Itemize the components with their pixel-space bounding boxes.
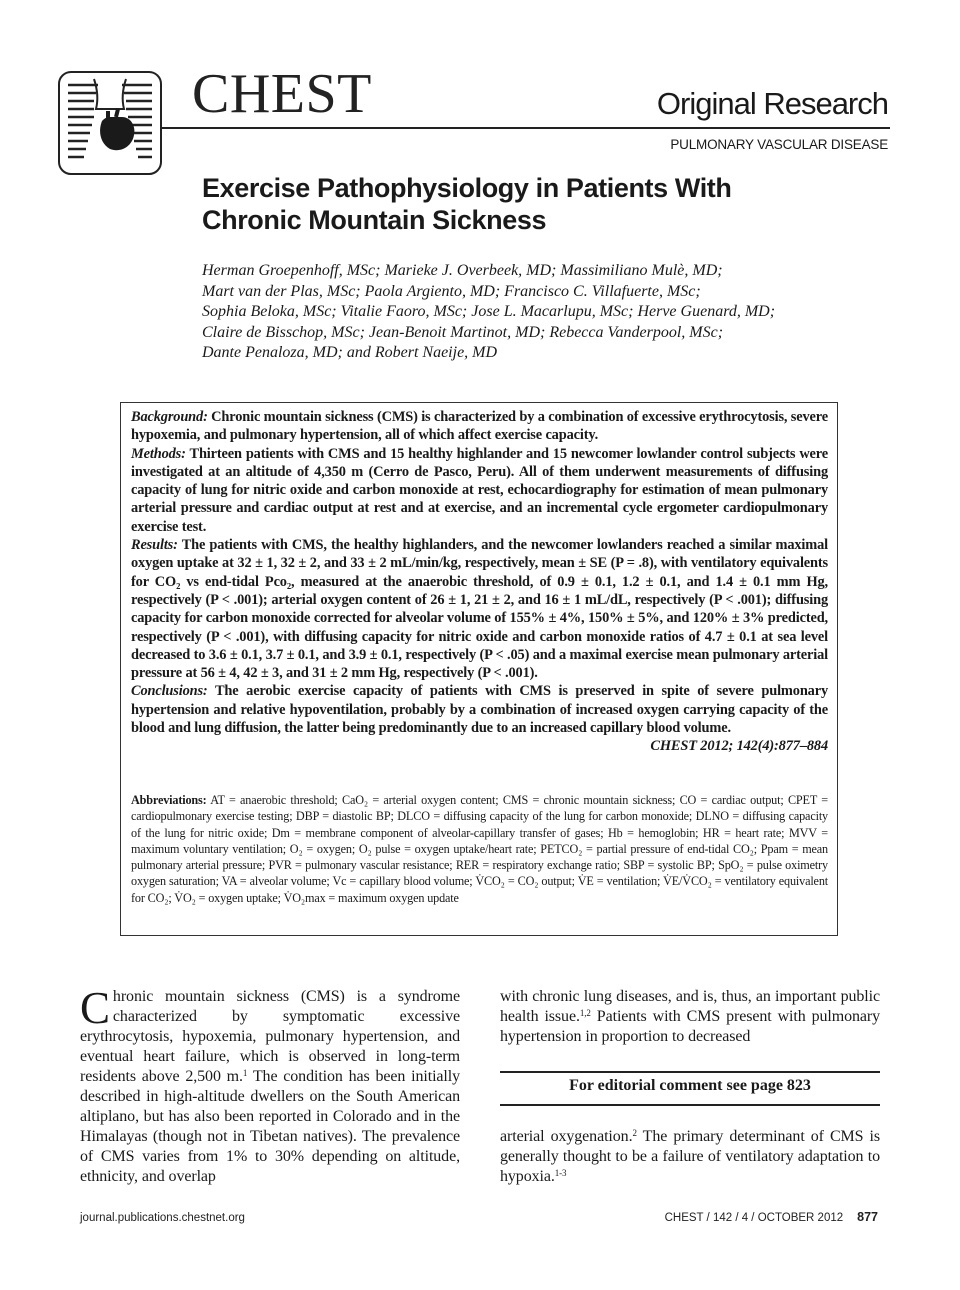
author-line: Dante Penaloza, MD; and Robert Naeije, MD (202, 344, 498, 361)
header-rule (160, 127, 890, 129)
editorial-comment: For editorial comment see page 823 (569, 1077, 811, 1094)
body-text: with chronic lung diseases, and is, thus, an important public health issue. (500, 988, 880, 1025)
body-text: The condition has been initially described in high-altitude dwellers on the South American altiplano, but has also been reported in Colorado and in the Himalayas (though not in Tibetan natives). The prevalence of CMS varies from 1% to 30% depending on altitude, ethnicity, and overlap (80, 1068, 461, 1185)
journal-name: CHEST (192, 63, 372, 125)
citation: CHEST 2012; 142(4):877–884 (650, 738, 828, 755)
section-label: PULMONARY VASCULAR DISEASE (670, 137, 888, 152)
body-column-1 (80, 983, 461, 1187)
abstract-background (131, 408, 828, 445)
dropcap: C (80, 983, 110, 1033)
author-list (202, 261, 882, 364)
body-text: arterial oxygenation. (500, 1128, 633, 1145)
title-line: Chronic Mountain Sickness (202, 205, 547, 235)
body-column-2-top (500, 987, 880, 1047)
editorial-rule-top (500, 1071, 880, 1073)
conclusions-label: Conclusions: (131, 683, 208, 700)
abbreviations-text: AT = anaerobic threshold; CaO₂ = arterial oxygen content; CMS = chronic mountain sickness; CO = cardiac output; CPET = cardiopulmonary exercise testing; DBP = diastolic BP; DLCO = diffusing capacity of the lung for carbon monoxide; DLNO = diffusing capacity of the lung for nitric oxide; Dm = membrane component of alveolar-capillary transfer of gases; Hb = hemoglobin; HR = heart rate; MVV = maximum voluntary ventilation; O₂ = oxygen; O₂ pulse = oxygen uptake/heart rate; PETCO₂ = partial pressure of end-tidal CO₂; Ppam = mean pulmonary arterial pressure; PVR = pulmonary vascular resistance; RER = respiratory exchange ratio; SBP = systolic BP; SpO₂ = pulse oximetry oxygen saturation; VA = alveolar volume; Vc = capillary blood volume; V̇CO₂ = CO₂ output; V̇E = ventilation; V̇E/V̇CO₂ = ventilatory equivalent for CO₂; V̇O₂ = oxygen uptake; V̇O₂max = maximum oxygen update (131, 793, 828, 905)
body-text: Patients with CMS present with pulmonary hypertension in proportion to decreased (500, 1008, 881, 1045)
footer-issue (665, 1210, 878, 1224)
body-column-2-bottom (500, 1127, 880, 1187)
author-line: Claire de Bisschop, MSc; Jean-Benoit Martinot, MD; Rebecca Vanderpool, MSc; (202, 323, 724, 341)
results-text: The patients with CMS, the healthy highlanders, and the newcomer lowlanders reached a similar maximal oxygen uptake at 32 ± 1, 32 ± 2, and 33 ± 2 mL/min/kg, respectively, mean ± SE (P = .8), with ventilatory equivalents for CO₂ vs end-tidal Pco₂, measured at the anaerobic threshold, of 0.9 ± 0.1, 1.2 ± 0.1, and 1.4 ± 0.1 mm Hg, respectively (P < .001); arterial oxygen content of 26 ± 1, 21 ± 2, and 16 ± 1 mL/dL, respectively (P < .001); diffusing capacity for carbon monoxide corrected for alveolar volume of 155% ± 4%, 150% ± 5%, and 120% ± 3% predicted, respectively (P < .001), with diffusing capacity for nitric oxide and carbon monoxide ratios of 4.7 ± 0.1 at sea level decreased to 3.6 ± 0.1, 3.7 ± 0.1, and 3.9 ± 0.1, respectively (P < .05) and a maximal exercise mean pulmonary arterial pressure at 56 ± 4, 42 ± 3, and 31 ± 2 mm Hg, respectively (P < .001). (131, 537, 829, 682)
title-line: Exercise Pathophysiology in Patients With (202, 173, 732, 203)
results-label: Results: (131, 537, 178, 554)
editorial-rule-bottom (500, 1104, 880, 1106)
conclusions-text: The aerobic exercise capacity of patients with CMS is preserved in spite of severe pulmonary hypertension and relative hypoventilation, probably by a combination of increased oxygen carrying capacity of the blood and lung diffusion, the latter being predominantly due to an increased capillary blood volume. (131, 683, 828, 737)
article-type: Original Research (656, 86, 888, 121)
reference: 2 (632, 1128, 637, 1138)
background-label: Background: (131, 409, 208, 425)
abstract-results (131, 536, 828, 682)
abstract-methods (131, 445, 828, 536)
abstract-conclusions (131, 682, 828, 755)
abstract (131, 408, 828, 756)
page-number: 877 (857, 1210, 878, 1224)
article-title (202, 172, 882, 236)
abbreviations-label: Abbreviations: (131, 793, 207, 807)
body-text: The primary determinant of CMS is generally thought to be a failure of ventilatory adaptation to hypoxia. (500, 1128, 881, 1185)
reference: 1 (242, 1068, 248, 1078)
author-line: Mart van der Plas, MSc; Paola Argiento, MD; Francisco C. Villafuerte, MSc; (202, 282, 701, 300)
abbreviations (131, 792, 828, 906)
author-line: Sophia Beloka, MSc; Vitalie Faoro, MSc; Jose L. Macarlupu, MSc; Herve Guenard, MD; (202, 303, 776, 320)
methods-label: Methods: (131, 445, 186, 462)
issue-info: CHEST / 142 / 4 / OCTOBER 2012 (664, 1212, 844, 1224)
footer-url: journal.publications.chestnet.org (80, 1212, 245, 1224)
chest-logo (58, 71, 162, 175)
methods-text: Thirteen patients with CMS and 15 healthy highlander and 15 newcomer lowlander control subjects were investigated at an altitude of 4,350 m (Cerro de Pasco, Peru). All of them underwent measurements of diffusing capacity of lung for nitric oxide and carbon monoxide at rest, echocardiography for estimation of mean pulmonary arterial pressure and cardiac output at rest and at exercise, and an incremental cycle ergometer cardiopulmonary exercise test. (131, 445, 829, 535)
background-text: Chronic mountain sickness (CMS) is characterized by a combination of excessive erythrocytosis, severe hypoxemia, and pulmonary hypertension, all of which affect exercise capacity. (131, 409, 828, 444)
body-text: hronic mountain sickness (CMS) is a syndrome characterized by symptomatic excessive erythrocytosis, hypoxemia, pulmonary hypertension, and eventual heart failure, which is observed in long-term residents above 2,500 m. (80, 988, 460, 1085)
reference: 1,2 (579, 1008, 591, 1018)
author-line: Herman Groepenhoff, MSc; Marieke J. Overbeek, MD; Massimiliano Mulè, MD; (202, 262, 723, 279)
reference: 1-3 (554, 1168, 567, 1178)
